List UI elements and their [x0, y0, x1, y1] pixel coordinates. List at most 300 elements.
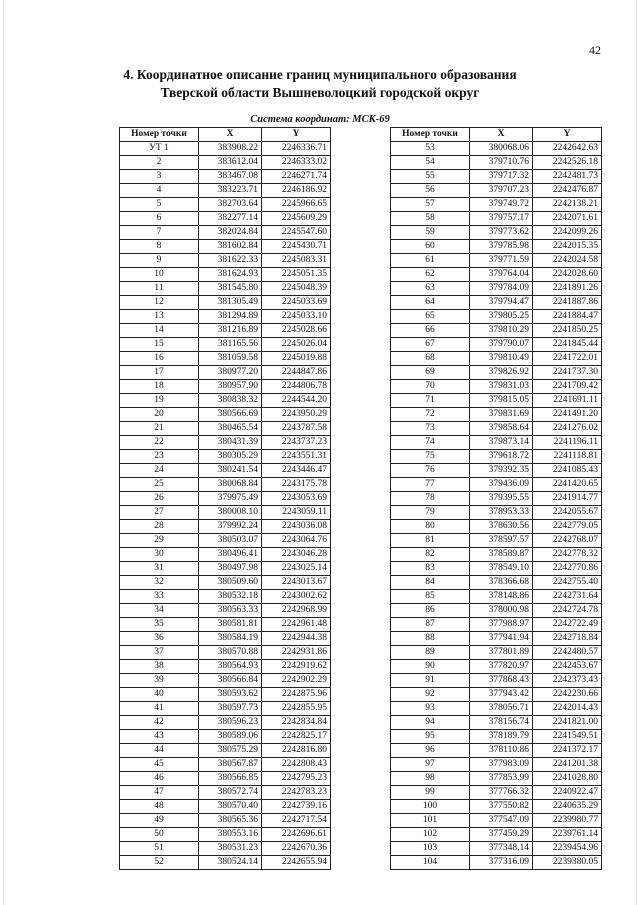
table-row	[120, 758, 331, 772]
cell-y: 2242526.18	[533, 156, 602, 170]
cell-x: 379805.25	[470, 310, 533, 324]
cell-point-number: 30	[120, 548, 199, 562]
cell-x: 378597.57	[470, 534, 533, 548]
cell-y: 2239761.14	[533, 828, 602, 842]
cell-y: 2242731.64	[533, 590, 602, 604]
cell-y: 2246271.74	[262, 170, 331, 184]
table-row	[391, 492, 602, 506]
cell-x: 379831.69	[470, 408, 533, 422]
cell-y: 2241850.25	[533, 324, 602, 338]
cell-y: 2242816.80	[262, 744, 331, 758]
coordinate-system-label: Система координат: МСК-69	[250, 114, 390, 125]
cell-y: 2242855.95	[262, 702, 331, 716]
cell-y: 2243053.69	[262, 492, 331, 506]
cell-x: 383908.22	[199, 142, 262, 156]
coordinates-table-right	[390, 127, 602, 870]
cell-point-number: 13	[120, 310, 199, 324]
table-row	[120, 408, 331, 422]
cell-point-number: 70	[391, 380, 470, 394]
cell-y: 2243002.62	[262, 590, 331, 604]
table-row	[120, 590, 331, 604]
cell-x: 380241.54	[199, 464, 262, 478]
table-row	[391, 142, 602, 156]
table-row	[391, 786, 602, 800]
table-row	[120, 464, 331, 478]
cell-point-number: 12	[120, 296, 199, 310]
table-row	[391, 744, 602, 758]
cell-y: 2242481.73	[533, 170, 602, 184]
cell-y: 2241891.26	[533, 282, 602, 296]
document-title	[0, 66, 640, 102]
column-header-y: Y	[533, 128, 602, 142]
cell-point-number: 63	[391, 282, 470, 296]
cell-point-number: 15	[120, 338, 199, 352]
cell-point-number: 76	[391, 464, 470, 478]
cell-point-number: 72	[391, 408, 470, 422]
cell-x: 377459.29	[470, 828, 533, 842]
cell-x: 378148.86	[470, 590, 533, 604]
cell-point-number: 77	[391, 478, 470, 492]
cell-y: 2243013.67	[262, 576, 331, 590]
table-row	[391, 422, 602, 436]
cell-x: 380503.07	[199, 534, 262, 548]
cell-point-number: 98	[391, 772, 470, 786]
cell-point-number: 49	[120, 814, 199, 828]
cell-x: 383467.08	[199, 170, 262, 184]
cell-point-number: 33	[120, 590, 199, 604]
cell-x: 379618.72	[470, 450, 533, 464]
table-row	[120, 618, 331, 632]
cell-point-number: 81	[391, 534, 470, 548]
cell-x: 380532.18	[199, 590, 262, 604]
table-row	[391, 324, 602, 338]
cell-x: 380584.19	[199, 632, 262, 646]
cell-y: 2242875.96	[262, 688, 331, 702]
cell-x: 379810.49	[470, 352, 533, 366]
cell-y: 2243036.08	[262, 520, 331, 534]
table-header-row	[120, 128, 331, 142]
cell-x: 380589.06	[199, 730, 262, 744]
cell-x: 383223.71	[199, 184, 262, 198]
cell-point-number: 90	[391, 660, 470, 674]
table-row	[120, 142, 331, 156]
table-row	[391, 464, 602, 478]
cell-point-number: 73	[391, 422, 470, 436]
table-row	[120, 394, 331, 408]
cell-point-number: 100	[391, 800, 470, 814]
cell-y: 2241691.11	[533, 394, 602, 408]
cell-x: 380838.32	[199, 394, 262, 408]
table-row	[391, 282, 602, 296]
table-row	[120, 702, 331, 716]
table-row	[120, 296, 331, 310]
cell-x: 380593.62	[199, 688, 262, 702]
table-row	[391, 506, 602, 520]
cell-x: 380565.36	[199, 814, 262, 828]
cell-x: 379785.98	[470, 240, 533, 254]
cell-y: 2241196.11	[533, 436, 602, 450]
cell-point-number: 20	[120, 408, 199, 422]
cell-y: 2239454.96	[533, 842, 602, 856]
cell-y: 2242902.29	[262, 674, 331, 688]
table-row	[391, 184, 602, 198]
table-row	[391, 618, 602, 632]
cell-point-number: 35	[120, 618, 199, 632]
cell-y: 2242670.36	[262, 842, 331, 856]
cell-y: 2242834.84	[262, 716, 331, 730]
cell-y: 2242015.35	[533, 240, 602, 254]
cell-point-number: 43	[120, 730, 199, 744]
cell-point-number: 82	[391, 548, 470, 562]
table-row	[391, 352, 602, 366]
table-row	[391, 520, 602, 534]
cell-x: 377983.09	[470, 758, 533, 772]
cell-y: 2244806.78	[262, 380, 331, 394]
cell-x: 377941.94	[470, 632, 533, 646]
table-row	[391, 590, 602, 604]
cell-x: 377801.89	[470, 646, 533, 660]
cell-y: 2243737.23	[262, 436, 331, 450]
cell-x: 377943.42	[470, 688, 533, 702]
table-header-row	[391, 128, 602, 142]
cell-x: 379873.14	[470, 436, 533, 450]
cell-y: 2242717.54	[262, 814, 331, 828]
cell-y: 2245051.35	[262, 268, 331, 282]
cell-y: 2243064.76	[262, 534, 331, 548]
cell-x: 380497.98	[199, 562, 262, 576]
column-header-y: Y	[262, 128, 331, 142]
cell-x: 380563.33	[199, 604, 262, 618]
cell-x: 379717.32	[470, 170, 533, 184]
table-row	[120, 856, 331, 870]
table-row	[120, 534, 331, 548]
cell-y: 2242453.67	[533, 660, 602, 674]
cell-y: 2241737.30	[533, 366, 602, 380]
table-row	[120, 310, 331, 324]
cell-x: 377348.14	[470, 842, 533, 856]
cell-x: 381216.89	[199, 324, 262, 338]
page-number: 42	[589, 43, 601, 57]
cell-y: 2245083.31	[262, 254, 331, 268]
cell-y: 2242808.43	[262, 758, 331, 772]
cell-x: 382024.84	[199, 226, 262, 240]
cell-x: 379831.03	[470, 380, 533, 394]
table-row	[120, 646, 331, 660]
table-row	[120, 156, 331, 170]
cell-y: 2243059.11	[262, 506, 331, 520]
cell-y: 2242944.38	[262, 632, 331, 646]
cell-point-number: 25	[120, 478, 199, 492]
cell-x: 380566.84	[199, 674, 262, 688]
cell-y: 2242722.49	[533, 618, 602, 632]
cell-y: 2245547.60	[262, 226, 331, 240]
cell-y: 2241709.42	[533, 380, 602, 394]
cell-y: 2243046.28	[262, 548, 331, 562]
cell-y: 2241549.51	[533, 730, 602, 744]
cell-point-number: 37	[120, 646, 199, 660]
cell-point-number: 54	[391, 156, 470, 170]
table-row	[391, 170, 602, 184]
cell-x: 378110.86	[470, 744, 533, 758]
cell-y: 2239380.05	[533, 856, 602, 870]
cell-x: 381305.49	[199, 296, 262, 310]
cell-point-number: 46	[120, 772, 199, 786]
cell-y: 2242696.61	[262, 828, 331, 842]
cell-y: 2243175.78	[262, 478, 331, 492]
cell-y: 2245033.69	[262, 296, 331, 310]
cell-y: 2246186.92	[262, 184, 331, 198]
table-row	[120, 520, 331, 534]
cell-y: 2243446.47	[262, 464, 331, 478]
cell-y: 2241276.02	[533, 422, 602, 436]
cell-x: 379771.59	[470, 254, 533, 268]
cell-x: 383612.04	[199, 156, 262, 170]
table-row	[391, 814, 602, 828]
cell-x: 380465.54	[199, 422, 262, 436]
cell-x: 380572.74	[199, 786, 262, 800]
cell-x: 380566.85	[199, 772, 262, 786]
cell-y: 2242783.23	[262, 786, 331, 800]
cell-x: 380068.06	[470, 142, 533, 156]
coordinates-table-left	[119, 127, 331, 870]
cell-x: 379710.76	[470, 156, 533, 170]
cell-point-number: 86	[391, 604, 470, 618]
scan-margin-line	[3, 0, 4, 905]
table-row	[120, 828, 331, 842]
cell-point-number: 102	[391, 828, 470, 842]
table-row	[391, 828, 602, 842]
table-row	[391, 842, 602, 856]
cell-y: 2242770.86	[533, 562, 602, 576]
cell-point-number: 66	[391, 324, 470, 338]
title-line-1: 4. Координатное описание границ муниципального образования	[123, 67, 517, 82]
cell-point-number: 19	[120, 394, 199, 408]
cell-point-number: 9	[120, 254, 199, 268]
cell-y: 2243950.29	[262, 408, 331, 422]
table-row	[120, 730, 331, 744]
cell-point-number: 71	[391, 394, 470, 408]
table-row	[391, 394, 602, 408]
table-row	[120, 282, 331, 296]
cell-y: 2245609.29	[262, 212, 331, 226]
cell-y: 2240922.47	[533, 786, 602, 800]
cell-x: 381165.56	[199, 338, 262, 352]
cell-y: 2245026.04	[262, 338, 331, 352]
table-row	[120, 198, 331, 212]
table-row	[120, 380, 331, 394]
cell-point-number: 26	[120, 492, 199, 506]
cell-x: 379784.09	[470, 282, 533, 296]
cell-x: 378953.33	[470, 506, 533, 520]
table-row	[120, 744, 331, 758]
cell-point-number: 38	[120, 660, 199, 674]
cell-x: 380570.88	[199, 646, 262, 660]
cell-y: 2242055.67	[533, 506, 602, 520]
table-row	[120, 716, 331, 730]
cell-y: 2246336.71	[262, 142, 331, 156]
cell-y: 2242373.43	[533, 674, 602, 688]
cell-point-number: 85	[391, 590, 470, 604]
cell-x: 379826.92	[470, 366, 533, 380]
cell-point-number: 60	[391, 240, 470, 254]
cell-x: 378549.10	[470, 562, 533, 576]
table-row	[391, 296, 602, 310]
cell-y: 2245430.71	[262, 240, 331, 254]
cell-x: 379757.17	[470, 212, 533, 226]
cell-y: 2241028.80	[533, 772, 602, 786]
table-row	[391, 562, 602, 576]
table-row	[120, 688, 331, 702]
cell-x: 380431.39	[199, 436, 262, 450]
cell-x: 380567.87	[199, 758, 262, 772]
cell-x: 379707.23	[470, 184, 533, 198]
cell-x: 382703.64	[199, 198, 262, 212]
cell-y: 2242724.78	[533, 604, 602, 618]
table-row	[120, 184, 331, 198]
table-row	[391, 688, 602, 702]
table-row	[391, 674, 602, 688]
table-row	[120, 576, 331, 590]
cell-x: 378630.56	[470, 520, 533, 534]
cell-x: 380531.23	[199, 842, 262, 856]
cell-x: 379773.62	[470, 226, 533, 240]
cell-y: 2245048.39	[262, 282, 331, 296]
cell-point-number: 67	[391, 338, 470, 352]
table-row	[391, 268, 602, 282]
cell-x: 377316.09	[470, 856, 533, 870]
cell-point-number: 96	[391, 744, 470, 758]
cell-x: 379975.49	[199, 492, 262, 506]
cell-point-number: 18	[120, 380, 199, 394]
cell-point-number: 45	[120, 758, 199, 772]
table-row	[391, 240, 602, 254]
cell-point-number: 21	[120, 422, 199, 436]
cell-y: 2244544.20	[262, 394, 331, 408]
table-row	[120, 506, 331, 520]
cell-point-number: 92	[391, 688, 470, 702]
cell-point-number: 89	[391, 646, 470, 660]
table-row	[120, 786, 331, 800]
cell-point-number: 80	[391, 520, 470, 534]
cell-y: 2242480.57	[533, 646, 602, 660]
cell-y: 2242230.66	[533, 688, 602, 702]
cell-y: 2242768.07	[533, 534, 602, 548]
cell-y: 2242825.17	[262, 730, 331, 744]
cell-point-number: 47	[120, 786, 199, 800]
cell-x: 378056.71	[470, 702, 533, 716]
table-row	[391, 800, 602, 814]
table-row	[391, 226, 602, 240]
table-row	[391, 212, 602, 226]
cell-x: 382277.14	[199, 212, 262, 226]
table-row	[120, 562, 331, 576]
column-header-x: X	[470, 128, 533, 142]
cell-x: 379815.05	[470, 394, 533, 408]
cell-point-number: 53	[391, 142, 470, 156]
table-row	[120, 800, 331, 814]
cell-point-number: 101	[391, 814, 470, 828]
table-row	[120, 632, 331, 646]
cell-x: 379436.09	[470, 478, 533, 492]
cell-point-number: 58	[391, 212, 470, 226]
table-row	[120, 772, 331, 786]
cell-x: 377766.32	[470, 786, 533, 800]
cell-x: 381602.84	[199, 240, 262, 254]
cell-x: 378000.98	[470, 604, 533, 618]
cell-point-number: 23	[120, 450, 199, 464]
cell-point-number: 59	[391, 226, 470, 240]
cell-point-number: 65	[391, 310, 470, 324]
table-row	[120, 352, 331, 366]
cell-point-number: 41	[120, 702, 199, 716]
cell-point-number: 94	[391, 716, 470, 730]
cell-x: 377853.99	[470, 772, 533, 786]
cell-y: 2239980.77	[533, 814, 602, 828]
cell-point-number: 99	[391, 786, 470, 800]
table-row	[391, 198, 602, 212]
cell-x: 380575.29	[199, 744, 262, 758]
cell-x: 377988.97	[470, 618, 533, 632]
cell-y: 2245019.88	[262, 352, 331, 366]
cell-y: 2246333.02	[262, 156, 331, 170]
cell-point-number: 68	[391, 352, 470, 366]
cell-point-number: 42	[120, 716, 199, 730]
cell-x: 378589.87	[470, 548, 533, 562]
table-row	[120, 492, 331, 506]
cell-y: 2245028.66	[262, 324, 331, 338]
table-row	[120, 450, 331, 464]
cell-x: 381545.80	[199, 282, 262, 296]
cell-x: 377550.82	[470, 800, 533, 814]
cell-point-number: 57	[391, 198, 470, 212]
cell-y: 2242476.87	[533, 184, 602, 198]
cell-y: 2242138.21	[533, 198, 602, 212]
cell-point-number: 14	[120, 324, 199, 338]
table-row	[120, 268, 331, 282]
cell-point-number: 17	[120, 366, 199, 380]
cell-x: 380305.29	[199, 450, 262, 464]
cell-x: 380597.73	[199, 702, 262, 716]
table-row	[391, 156, 602, 170]
table-row	[391, 772, 602, 786]
cell-y: 2242739.16	[262, 800, 331, 814]
cell-point-number: 48	[120, 800, 199, 814]
table-row	[120, 324, 331, 338]
cell-y: 2243787.58	[262, 422, 331, 436]
cell-y: 2242014.43	[533, 702, 602, 716]
cell-point-number: 75	[391, 450, 470, 464]
cell-point-number: 88	[391, 632, 470, 646]
cell-y: 2240635.29	[533, 800, 602, 814]
cell-point-number: 11	[120, 282, 199, 296]
cell-point-number: 52	[120, 856, 199, 870]
table-row	[120, 170, 331, 184]
cell-y: 2242024.58	[533, 254, 602, 268]
cell-y: 2241884.47	[533, 310, 602, 324]
cell-x: 381059.58	[199, 352, 262, 366]
table-row	[391, 660, 602, 674]
cell-point-number: 29	[120, 534, 199, 548]
cell-x: 379810.29	[470, 324, 533, 338]
table-row	[391, 632, 602, 646]
cell-y: 2241420.65	[533, 478, 602, 492]
cell-y: 2241491.20	[533, 408, 602, 422]
table-row	[120, 240, 331, 254]
cell-point-number: 64	[391, 296, 470, 310]
cell-x: 379749.72	[470, 198, 533, 212]
table-row	[120, 212, 331, 226]
table-row	[120, 842, 331, 856]
